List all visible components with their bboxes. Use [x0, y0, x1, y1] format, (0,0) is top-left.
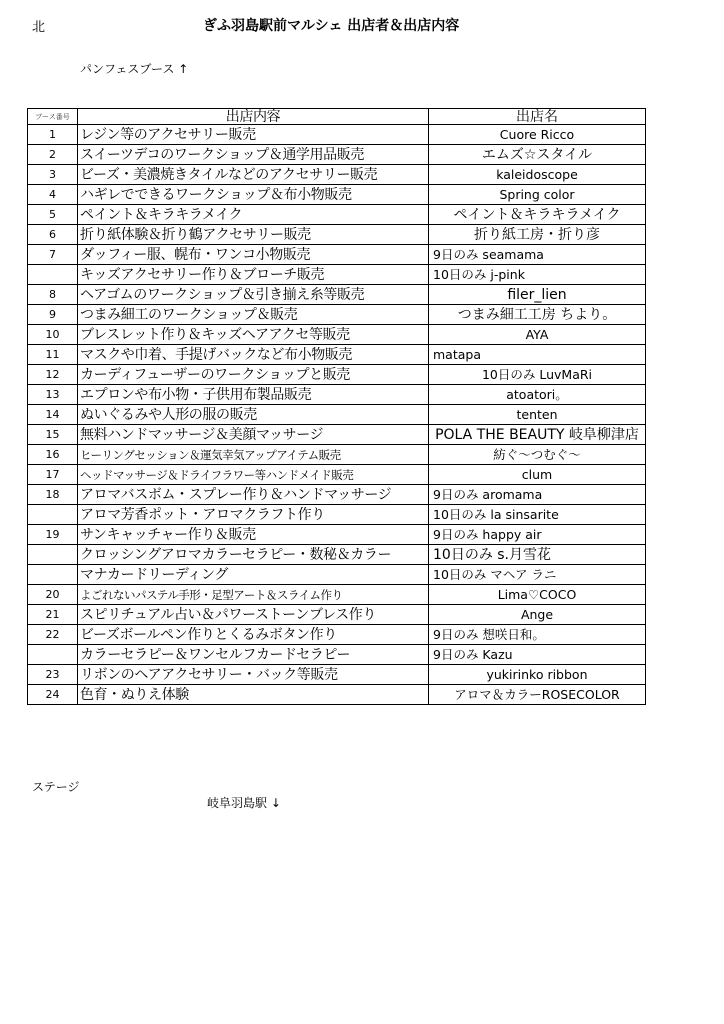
table-row — [28, 565, 646, 585]
booth-number-cell: 19 — [28, 525, 78, 545]
content-cell: ビーズボールペン作りとくるみボタン作り — [78, 625, 429, 645]
content-cell: リボンのヘアアクセサリー・バック等販売 — [78, 665, 429, 685]
booth-number-cell: 24 — [28, 685, 78, 705]
content-cell: よごれないパステル手形・足型アート＆スライム作り — [78, 585, 429, 605]
booth-number-cell: 22 — [28, 625, 78, 645]
booth-number-cell: 3 — [28, 165, 78, 185]
content-cell: ヘアゴムのワークショップ＆引き揃え糸等販売 — [78, 285, 429, 305]
vendor-name-cell: 10日のみ LuvMaRi — [429, 365, 646, 385]
booth-number-cell: 15 — [28, 425, 78, 445]
table-row — [28, 605, 646, 625]
booth-number-cell: 6 — [28, 225, 78, 245]
content-cell: ビーズ・美濃焼きタイルなどのアクセサリー販売 — [78, 165, 429, 185]
table-row — [28, 125, 646, 145]
table-row — [28, 625, 646, 645]
table-row — [28, 365, 646, 385]
content-cell: クロッシングアロマカラーセラピー・数秘＆カラー — [78, 545, 429, 565]
booth-number-cell — [28, 265, 78, 285]
booth-number-cell: 9 — [28, 305, 78, 325]
content-cell: カラーセラピー＆ワンセルフカードセラピー — [78, 645, 429, 665]
booth-number-cell: 2 — [28, 145, 78, 165]
vendor-name-cell: clum — [429, 465, 646, 485]
vendor-name-cell: tenten — [429, 405, 646, 425]
content-cell: ダッフィー服、幌布・ワンコ小物販売 — [78, 245, 429, 265]
vendor-name-cell: 折り紙工房・折り彦 — [429, 225, 646, 245]
vendor-name-cell: アロマ＆カラーROSECOLOR — [429, 685, 646, 705]
booth-number-cell: 21 — [28, 605, 78, 625]
vendor-name-cell: Ange — [429, 605, 646, 625]
content-cell: キッズアクセサリー作り＆ブローチ販売 — [78, 265, 429, 285]
column-header-content: 出店内容 — [78, 109, 429, 125]
content-cell: ヒーリングセッション＆運気幸気アップアイテム販売 — [78, 445, 429, 465]
booth-number-cell: 11 — [28, 345, 78, 365]
content-cell: ぬいぐるみや人形の服の販売 — [78, 405, 429, 425]
table-row — [28, 445, 646, 465]
booth-number-cell: 17 — [28, 465, 78, 485]
vendor-name-cell: Cuore Ricco — [429, 125, 646, 145]
booth-number-cell: 10 — [28, 325, 78, 345]
vendor-name-cell: matapa — [429, 345, 646, 365]
content-cell: マスクや巾着、手提げバックなど布小物販売 — [78, 345, 429, 365]
vendor-name-cell: つまみ細工工房 ちより。 — [429, 305, 646, 325]
booth-number-cell: 5 — [28, 205, 78, 225]
booth-number-cell: 16 — [28, 445, 78, 465]
vendor-name-cell: ペイント＆キラキラメイク — [429, 205, 646, 225]
booth-number-cell: 18 — [28, 485, 78, 505]
content-cell: ハギレでできるワークショップ＆布小物販売 — [78, 185, 429, 205]
table-row — [28, 545, 646, 565]
table-row — [28, 645, 646, 665]
station-label: 岐阜羽島駅 ↓ — [207, 796, 281, 810]
vendor-name-cell: filer_lien — [429, 285, 646, 305]
content-cell: 折り紙体験＆折り鶴アクセサリー販売 — [78, 225, 429, 245]
booth-number-cell — [28, 505, 78, 525]
content-cell: 色育・ぬりえ体験 — [78, 685, 429, 705]
booth-number-cell — [28, 645, 78, 665]
content-cell: マナカードリーディング — [78, 565, 429, 585]
table-row — [28, 305, 646, 325]
content-cell: スイーツデコのワークショップ＆通学用品販売 — [78, 145, 429, 165]
content-cell: 無料ハンドマッサージ＆美顔マッサージ — [78, 425, 429, 445]
column-header-vendor-name: 出店名 — [429, 109, 646, 125]
table-row — [28, 685, 646, 705]
table-row — [28, 225, 646, 245]
table-row — [28, 485, 646, 505]
vendor-name-cell: AYA — [429, 325, 646, 345]
table-row — [28, 165, 646, 185]
vendor-name-cell: 9日のみ Kazu — [429, 645, 646, 665]
content-cell: アロマバスボム・スプレー作り＆ハンドマッサージ — [78, 485, 429, 505]
vendor-name-cell: 紡ぐ～つむぐ～ — [429, 445, 646, 465]
vendor-name-cell: エムズ☆スタイル — [429, 145, 646, 165]
table-row — [28, 505, 646, 525]
content-cell: アロマ芳香ポット・アロマクラフト作り — [78, 505, 429, 525]
booth-number-cell: 20 — [28, 585, 78, 605]
vendor-name-cell: 10日のみ j-pink — [429, 265, 646, 285]
content-cell: ペイント＆キラキラメイク — [78, 205, 429, 225]
vendor-name-cell: 9日のみ aromama — [429, 485, 646, 505]
booth-number-cell: 14 — [28, 405, 78, 425]
vendor-name-cell: Spring color — [429, 185, 646, 205]
table-row — [28, 405, 646, 425]
vendor-name-cell: 10日のみ la sinsarite — [429, 505, 646, 525]
booth-number-cell: 4 — [28, 185, 78, 205]
vendor-name-cell: 9日のみ happy air — [429, 525, 646, 545]
vendor-name-cell: 9日のみ seamama — [429, 245, 646, 265]
content-cell: エプロンや布小物・子供用布製品販売 — [78, 385, 429, 405]
content-cell: レジン等のアクセサリー販売 — [78, 125, 429, 145]
table-row — [28, 385, 646, 405]
column-header-booth-number: ブース番号 — [28, 109, 78, 125]
vendor-name-cell: 9日のみ 想咲日和。 — [429, 625, 646, 645]
booth-number-cell: 13 — [28, 385, 78, 405]
content-cell: つまみ細工のワークショップ＆販売 — [78, 305, 429, 325]
table-row — [28, 525, 646, 545]
table-row — [28, 465, 646, 485]
table-row — [28, 665, 646, 685]
table-row — [28, 345, 646, 365]
table-row — [28, 245, 646, 265]
content-cell: ブレスレット作り＆キッズヘアアクセ等販売 — [78, 325, 429, 345]
table-row — [28, 265, 646, 285]
vendor-name-cell: 10日のみ s.月雪花 — [429, 545, 646, 565]
booth-number-cell: 23 — [28, 665, 78, 685]
vendor-table — [27, 108, 646, 705]
table-header-row — [28, 109, 646, 125]
table-row — [28, 185, 646, 205]
vendor-name-cell: Lima♡COCO — [429, 585, 646, 605]
table-row — [28, 145, 646, 165]
booth-number-cell: 12 — [28, 365, 78, 385]
table-row — [28, 285, 646, 305]
vendor-name-cell: POLA THE BEAUTY 岐阜柳津店 — [429, 425, 646, 445]
vendor-name-cell: kaleidoscope — [429, 165, 646, 185]
vendor-name-cell: 10日のみ マヘア ラニ — [429, 565, 646, 585]
content-cell: カーディフューザーのワークショップと販売 — [78, 365, 429, 385]
booth-number-cell: 1 — [28, 125, 78, 145]
booth-number-cell — [28, 565, 78, 585]
table-row — [28, 325, 646, 345]
table-row — [28, 205, 646, 225]
content-cell: ヘッドマッサージ＆ドライフラワー等ハンドメイド販売 — [78, 465, 429, 485]
content-cell: サンキャッチャー作り＆販売 — [78, 525, 429, 545]
pan-fes-booth-label: パンフェスブース ↑ — [80, 62, 189, 76]
page-title: ぎふ羽島駅前マルシェ 出店者＆出店内容 — [203, 18, 460, 34]
booth-number-cell: 7 — [28, 245, 78, 265]
booth-number-cell — [28, 545, 78, 565]
table-row — [28, 585, 646, 605]
vendor-name-cell: atoatori。 — [429, 385, 646, 405]
stage-label: ステージ — [32, 780, 80, 794]
content-cell: スピリチュアル占い＆パワーストーンブレス作り — [78, 605, 429, 625]
table-row — [28, 425, 646, 445]
booth-number-cell: 8 — [28, 285, 78, 305]
north-label: 北 — [32, 20, 46, 35]
vendor-name-cell: yukirinko ribbon — [429, 665, 646, 685]
